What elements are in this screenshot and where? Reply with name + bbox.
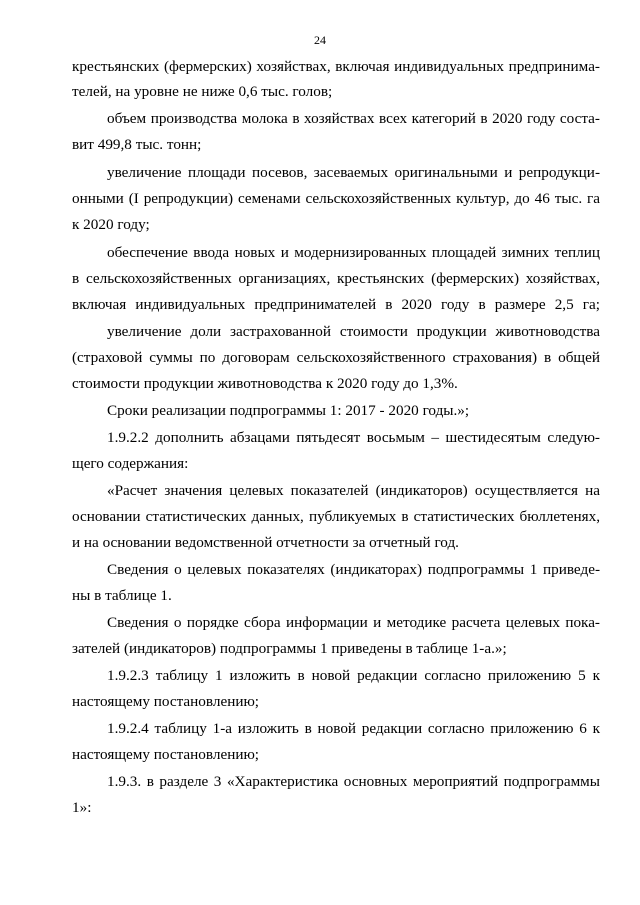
text-line: 1.9.2.2 дополнить абзацами пятьдесят восьмым – шестидесятым следую- xyxy=(107,429,600,446)
text-line: онными (I репродукции) семенами сельскохозяйственных культур, до 46 тыс. га xyxy=(72,190,600,207)
text-line: (страховой суммы по договорам сельскохозяйственного страхования) в общей xyxy=(72,349,600,366)
text-line: зателей (индикаторов) подпрограммы 1 приведены в таблице 1-а.»; xyxy=(72,640,507,657)
text-line: ны в таблице 1. xyxy=(72,587,172,604)
text-line: основании статистических данных, публикуемых в статистических бюллетенях, xyxy=(72,508,600,525)
text-line: Сведения о порядке сбора информации и методике расчета целевых пока- xyxy=(107,614,600,631)
text-line: «Расчет значения целевых показателей (индикаторов) осуществляется на xyxy=(107,482,600,499)
text-line: настоящему постановлению; xyxy=(72,746,260,763)
text-line: включая индивидуальных предпринимателей в 2020 году в размере 2,5 га; xyxy=(72,296,600,313)
text-line: 1.9.3. в разделе 3 «Характеристика основных мероприятий подпрограммы xyxy=(107,773,600,790)
page-number: 24 xyxy=(314,33,326,47)
text-line: 1.9.2.4 таблицу 1-а изложить в новой редакции согласно приложению 6 к xyxy=(107,720,600,737)
text-line: увеличение площади посевов, засеваемых оригинальными и репродукци- xyxy=(107,164,600,181)
text-line: Сроки реализации подпрограммы 1: 2017 - 2020 годы.»; xyxy=(107,402,470,419)
text-line: в сельскохозяйственных организациях, крестьянских (фермерских) хозяйствах, xyxy=(72,270,600,287)
text-line: Сведения о целевых показателях (индикаторах) подпрограммы 1 приведе- xyxy=(107,561,600,578)
text-line: крестьянских (фермерских) хозяйствах, включая индивидуальных предпринима- xyxy=(72,58,600,75)
text-line: настоящему постановлению; xyxy=(72,693,260,710)
text-line: стоимости продукции животноводства к 2020 году до 1,3%. xyxy=(72,375,458,392)
text-line: щего содержания: xyxy=(72,455,189,472)
text-line: обеспечение ввода новых и модернизированных площадей зимних теплиц xyxy=(107,244,600,261)
text-line: 1.9.2.3 таблицу 1 изложить в новой редакции согласно приложению 5 к xyxy=(107,667,600,684)
text-line: к 2020 году; xyxy=(72,216,150,233)
text-line: и на основании ведомственной отчетности за отчетный год. xyxy=(72,534,459,551)
text-line: телей, на уровне не ниже 0,6 тыс. голов; xyxy=(72,83,333,100)
text-line: 1»: xyxy=(72,799,92,816)
text-line: увеличение доли застрахованной стоимости продукции животноводства xyxy=(107,323,600,340)
text-line: вит 499,8 тыс. тонн; xyxy=(72,136,202,153)
text-line: объем производства молока в хозяйствах всех категорий в 2020 году соста- xyxy=(107,110,600,127)
